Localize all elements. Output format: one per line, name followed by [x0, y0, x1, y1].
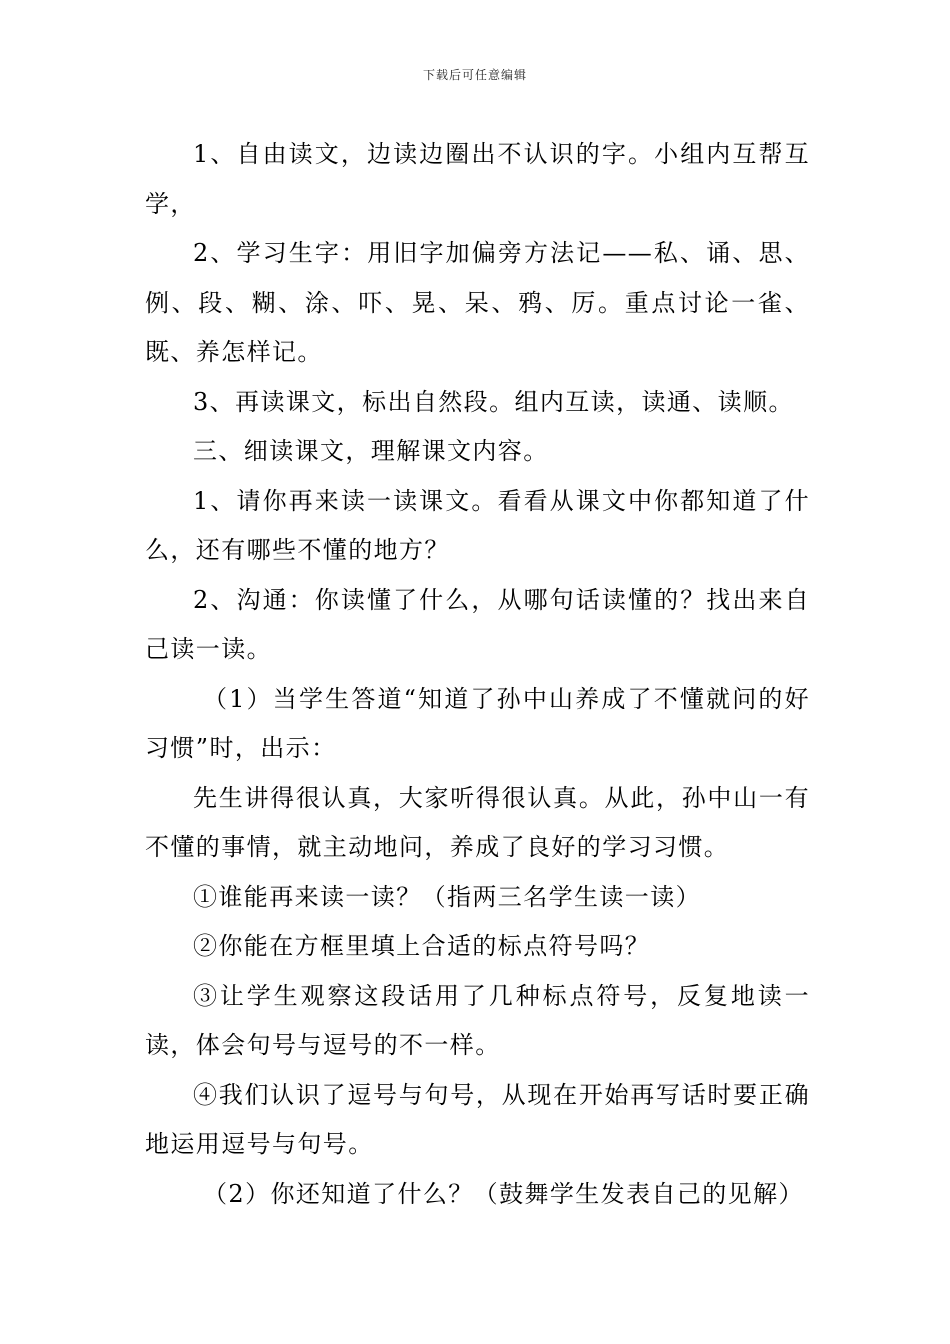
page-header: 下载后可任意编辑 — [422, 68, 527, 82]
paragraph: 1、自由读文，边读边圈出不认识的字。小组内互帮互学， — [145, 140, 810, 218]
paragraph: ②你能在方框里填上合适的标点符号吗？ — [193, 932, 651, 960]
paragraph: 三、细读课文，理解课文内容。 — [193, 437, 549, 465]
paragraph: ③让学生观察这段话用了几种标点符号，反复地读一读，体会句号与逗号的不一样。 — [145, 981, 810, 1059]
paragraph: 先生讲得很认真，大家听得很认真。从此，孙中山一有不懂的事情，就主动地问，养成了良好的学习习惯。 — [145, 783, 810, 861]
document-body — [145, 130, 810, 1219]
paragraph: 2、学习生字：用旧字加偏旁方法记——私、诵、思、例、段、糊、涂、吓、晃、呆、鸦、厉。重点讨论一雀、既、养怎样记。 — [145, 239, 810, 366]
paragraph: 3、再读课文，标出自然段。组内互读，读通、读顺。 — [193, 387, 794, 416]
paragraph: （2）你还知道了什么？（鼓舞学生发表自己的见解） — [203, 1179, 804, 1208]
paragraph: ④我们认识了逗号与句号，从现在开始再写话时要正确地运用逗号与句号。 — [145, 1080, 810, 1158]
paragraph: （1）当学生答道“知道了孙中山养成了不懂就问的好习惯”时，出示： — [145, 684, 810, 762]
paragraph: ①谁能再来读一读？（指两三名学生读一读） — [193, 882, 701, 911]
paragraph: 2、沟通：你读懂了什么，从哪句话读懂的？找出来自己读一读。 — [145, 585, 810, 663]
paragraph: 1、请你再来读一读课文。看看从课文中你都知道了什么，还有哪些不懂的地方？ — [145, 486, 810, 564]
